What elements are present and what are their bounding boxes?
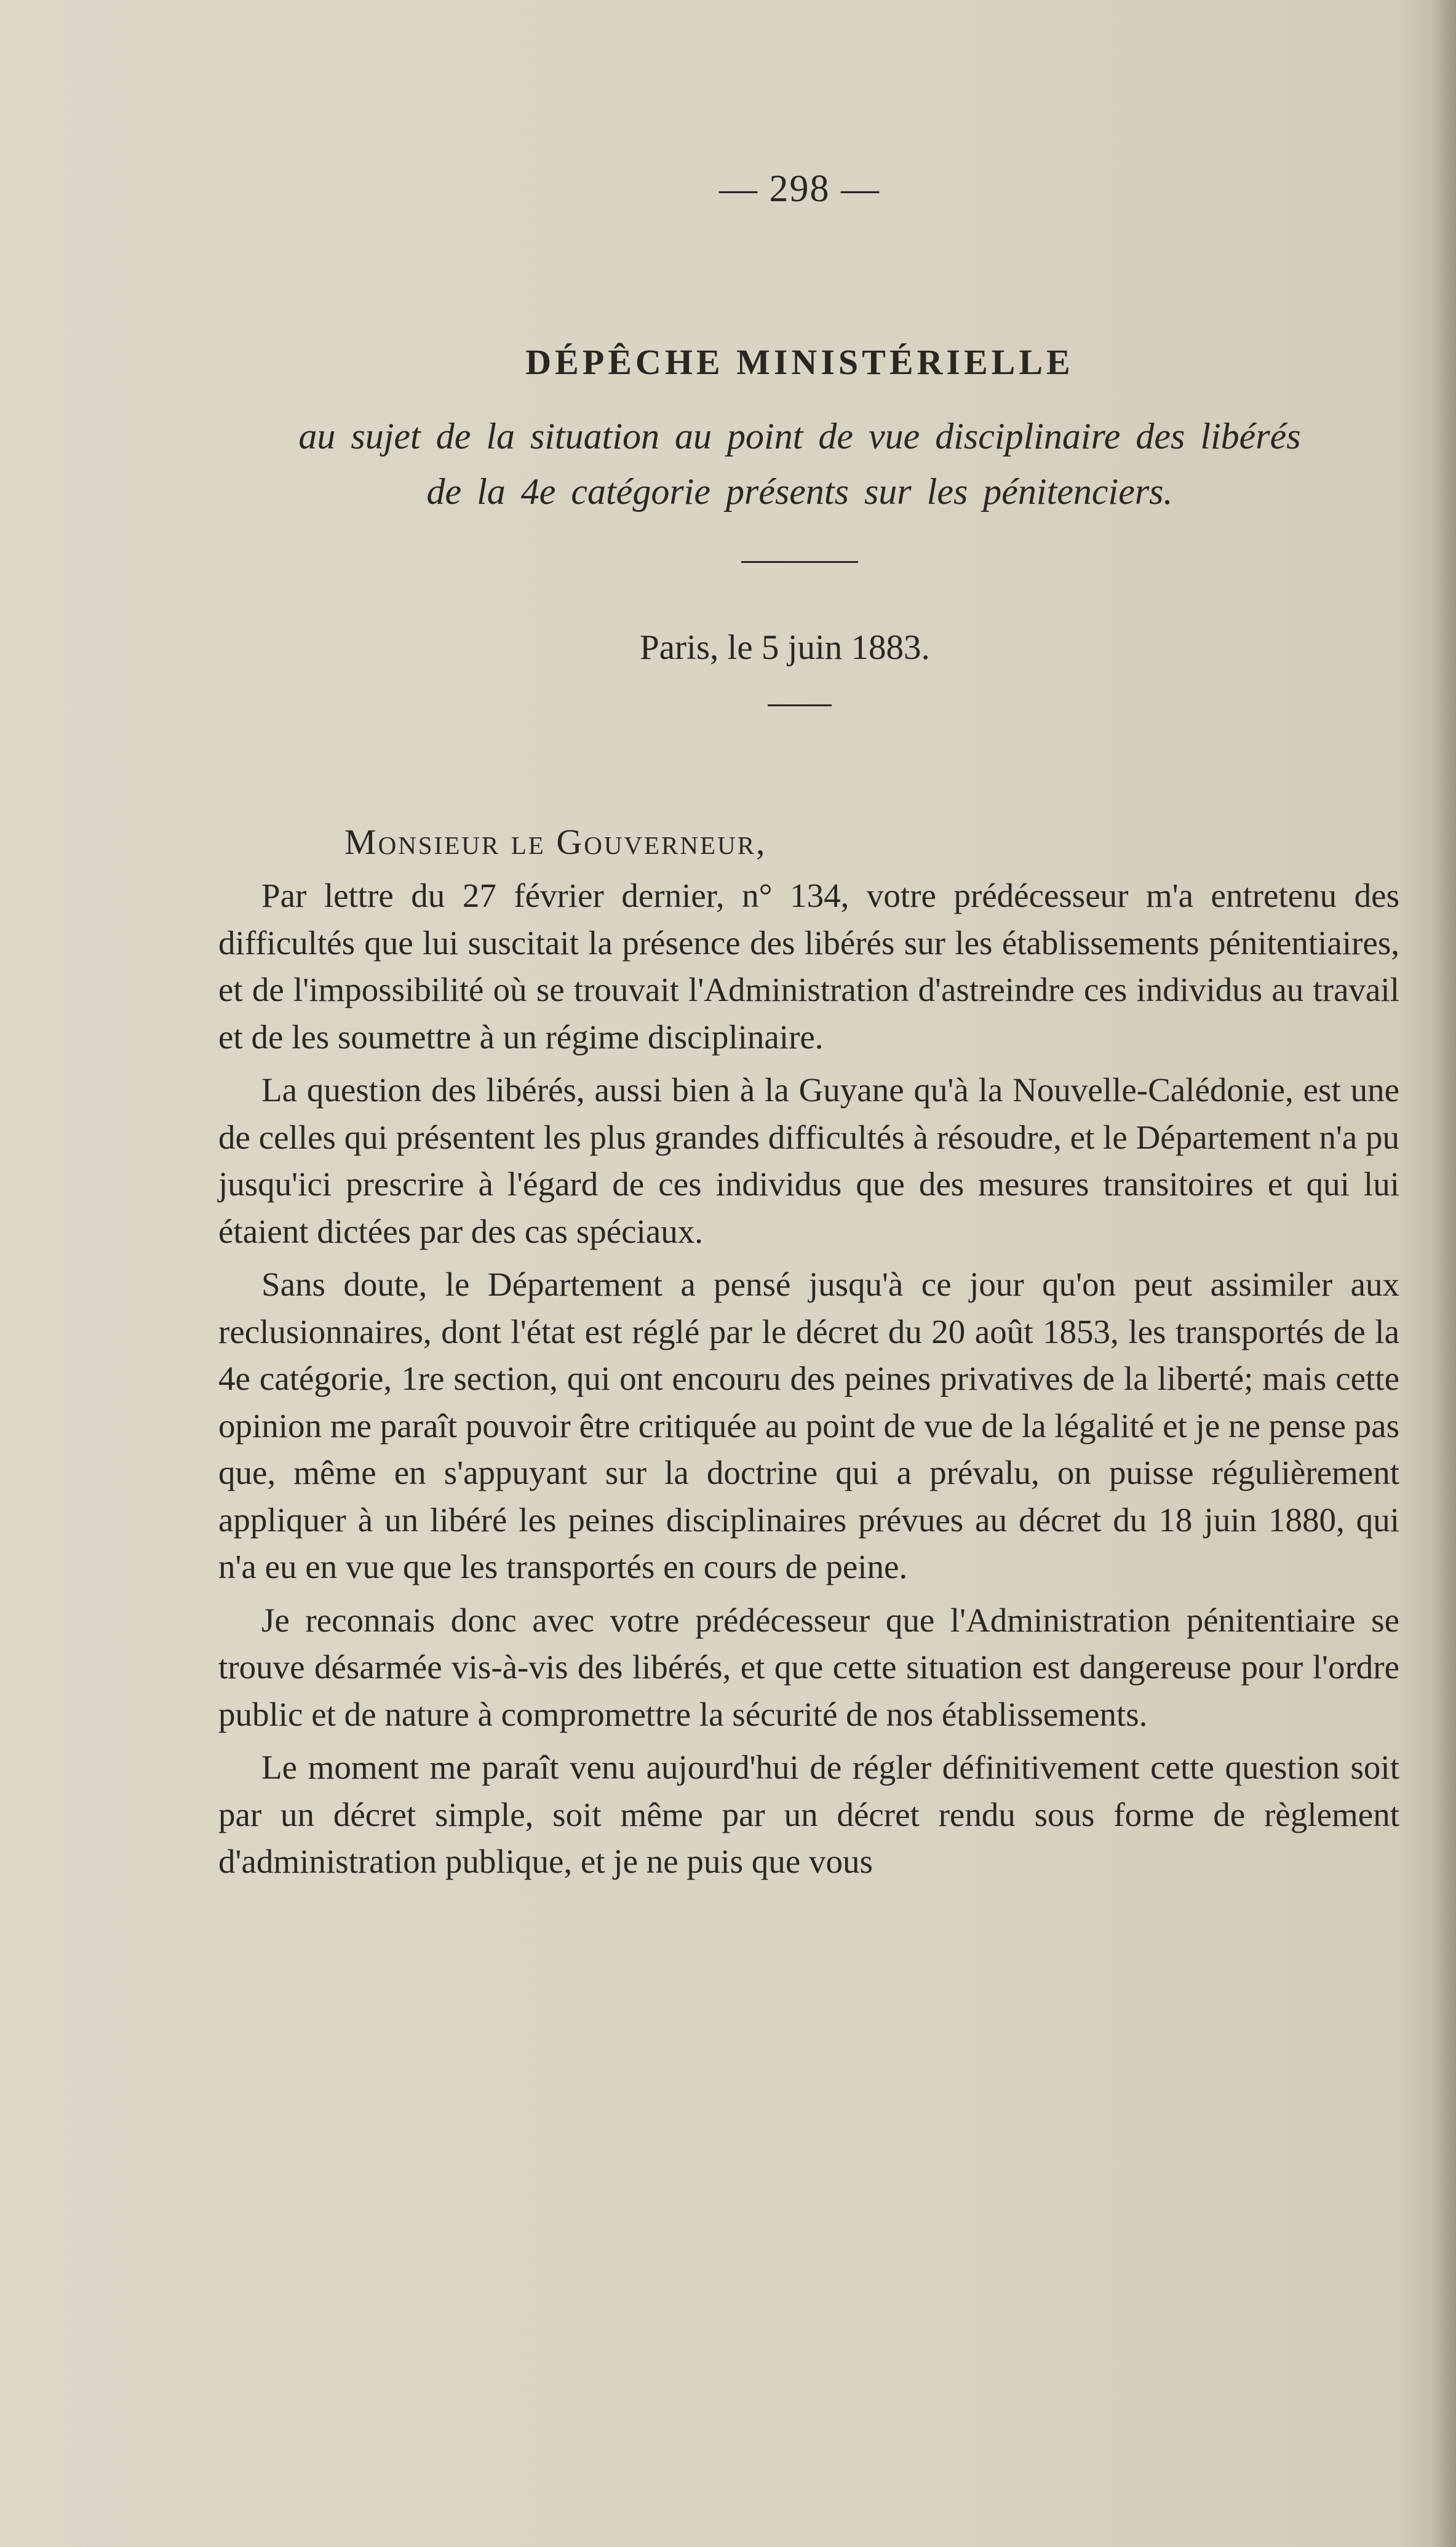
salutation: Monsieur le Gouverneur, [344, 822, 767, 862]
page-number: — 298 — [719, 168, 880, 210]
letter-body [218, 872, 1399, 1892]
document-subtitle-line-2: de la 4e catégorie présents sur les pénitenciers. [426, 471, 1173, 512]
separator-rule [768, 704, 832, 706]
separator-rule [741, 561, 858, 563]
paragraph: Sans doute, le Département a pensé jusqu'à ce jour qu'on peut assimiler aux reclusionnaires, dont l'état est réglé par le décret du 20 août 1853, les transportés de la 4e catégorie, 1re section, qui ont encouru des peines privatives de la liberté; mais cette opinion me paraît pouvoir être critiquée au point de vue de la légalité et je ne pense pas que, même en s'appuyant sur la doctrine qui a prévalu, on puisse régulièrement appliquer à un libéré les peines disciplinaires prévues au décret du 18 juin 1880, qui n'a eu en vue que les transportés en cours de peine. [218, 1266, 1399, 1585]
paragraph: Le moment me paraît venu aujourd'hui de régler définitivement cette question soit par un décret simple, soit même par un décret rendu sous forme de règlement d'administration publique, et je ne puis que vous [218, 1748, 1399, 1880]
paragraph: La question des libérés, aussi bien à la Guyane qu'à la Nouvelle-Calédonie, est une de celles qui présentent les plus grandes difficultés à résoudre, et le Département n'a pu jusqu'ici prescrire à l'égard de ces individus que des mesures transitoires et qui lui étaient dictées par des cas spéciaux. [218, 1071, 1399, 1250]
letter-date: Paris, le 5 juin 1883. [640, 628, 930, 667]
document-title: DÉPÊCHE MINISTÉRIELLE [525, 342, 1074, 382]
document-subtitle-line-1: au sujet de la situation au point de vue disciplinaire des libérés [298, 416, 1301, 456]
paragraph: Je reconnais donc avec votre prédécesseur que l'Administration pénitentiaire se trouve désarmée vis-à-vis des libérés, et que cette situation est dangereuse pour l'ordre public et de nature à compromettre la sécurité de nos établissements. [218, 1601, 1399, 1733]
paragraph: Par lettre du 27 février dernier, n° 134, votre prédécesseur m'a entretenu des difficultés que lui suscitait la présence des libérés sur les établissements pénitentiaires, et de l'impossibilité où se trouvait l'Administration d'astreindre ces individus au travail et de les soumettre à un régime disciplinaire. [218, 877, 1399, 1056]
